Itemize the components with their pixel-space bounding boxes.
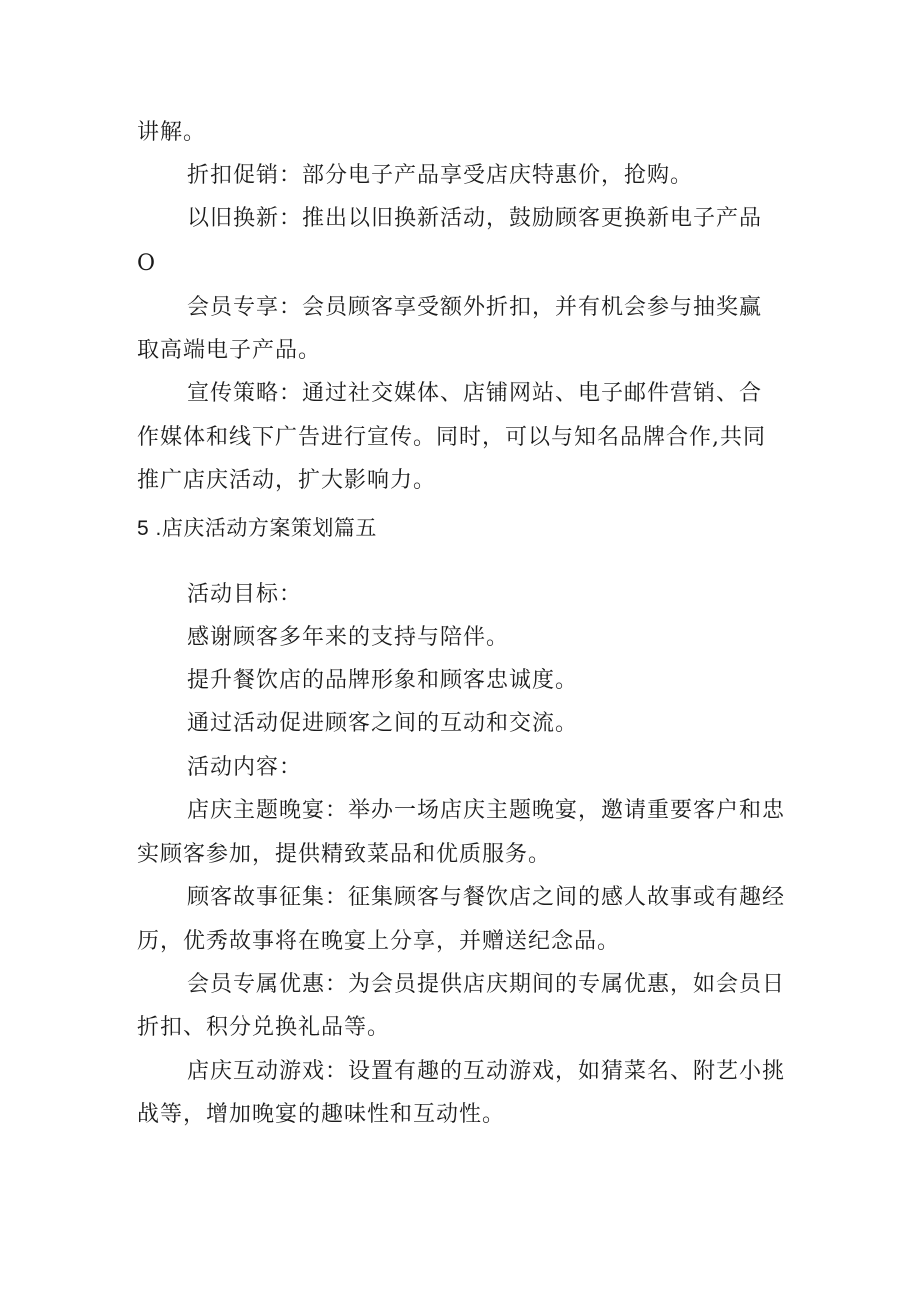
paragraph-line: O xyxy=(137,251,157,276)
paragraph-line: 历，优秀故事将在晚宴上分享，并赠送纪念品。 xyxy=(137,929,621,954)
paragraph-line: 感谢顾客多年来的支持与陪伴。 xyxy=(187,625,510,650)
paragraph-line: 店庆互动游戏：设置有趣的互动游戏，如猜菜名、附艺小挑 xyxy=(187,1059,786,1084)
paragraph-line: 顾客故事征集：征集顾客与餐饮店之间的感人故事或有趣经 xyxy=(187,885,786,910)
paragraph-line: 会员专属优惠：为会员提供店庆期间的专属优惠，如会员日 xyxy=(187,972,786,997)
paragraph-line: 店庆主题晚宴：举办一场店庆主题晚宴，邀请重要客户和忠 xyxy=(187,798,786,823)
paragraph-line: 折扣、积分兑换礼品等。 xyxy=(137,1015,391,1040)
paragraph-line: 作媒体和线下广告进行宣传。同时，可以与知名品牌合作,共同 xyxy=(137,425,766,450)
paragraph-line: 推广店庆活动，扩大影响力。 xyxy=(137,468,437,493)
section-heading: 5 .店庆活动方案策划篇五 xyxy=(137,517,377,540)
paragraph-line: 通过活动促进顾客之间的互动和交流。 xyxy=(187,711,579,736)
paragraph-line: 会员专享：会员顾客享受额外折扣，并有机会参与抽奖赢 xyxy=(187,295,763,320)
paragraph-line: 折扣促销：部分电子产品享受店庆特惠价，抢购。 xyxy=(187,163,694,188)
paragraph-line: 讲解。 xyxy=(137,120,207,145)
paragraph-line: 以旧换新：推出以旧换新活动，鼓励顾客更换新电子产品 xyxy=(187,206,763,231)
paragraph-line: 取高端电子产品。 xyxy=(137,338,322,363)
paragraph-line: 提升餐饮店的品牌形象和顾客忠诚度。 xyxy=(187,668,579,693)
paragraph-line: 宣传策略：通过社交媒体、店铺网站、电子邮件营销、合 xyxy=(187,381,763,406)
paragraph-line: 实顾客参加，提供精致菜品和优质服务。 xyxy=(137,842,552,867)
paragraph-line: 活动内容： xyxy=(187,755,303,780)
paragraph-line: 战等，增加晚宴的趣味性和互动性。 xyxy=(137,1102,506,1127)
paragraph-line: 活动目标： xyxy=(187,582,303,607)
